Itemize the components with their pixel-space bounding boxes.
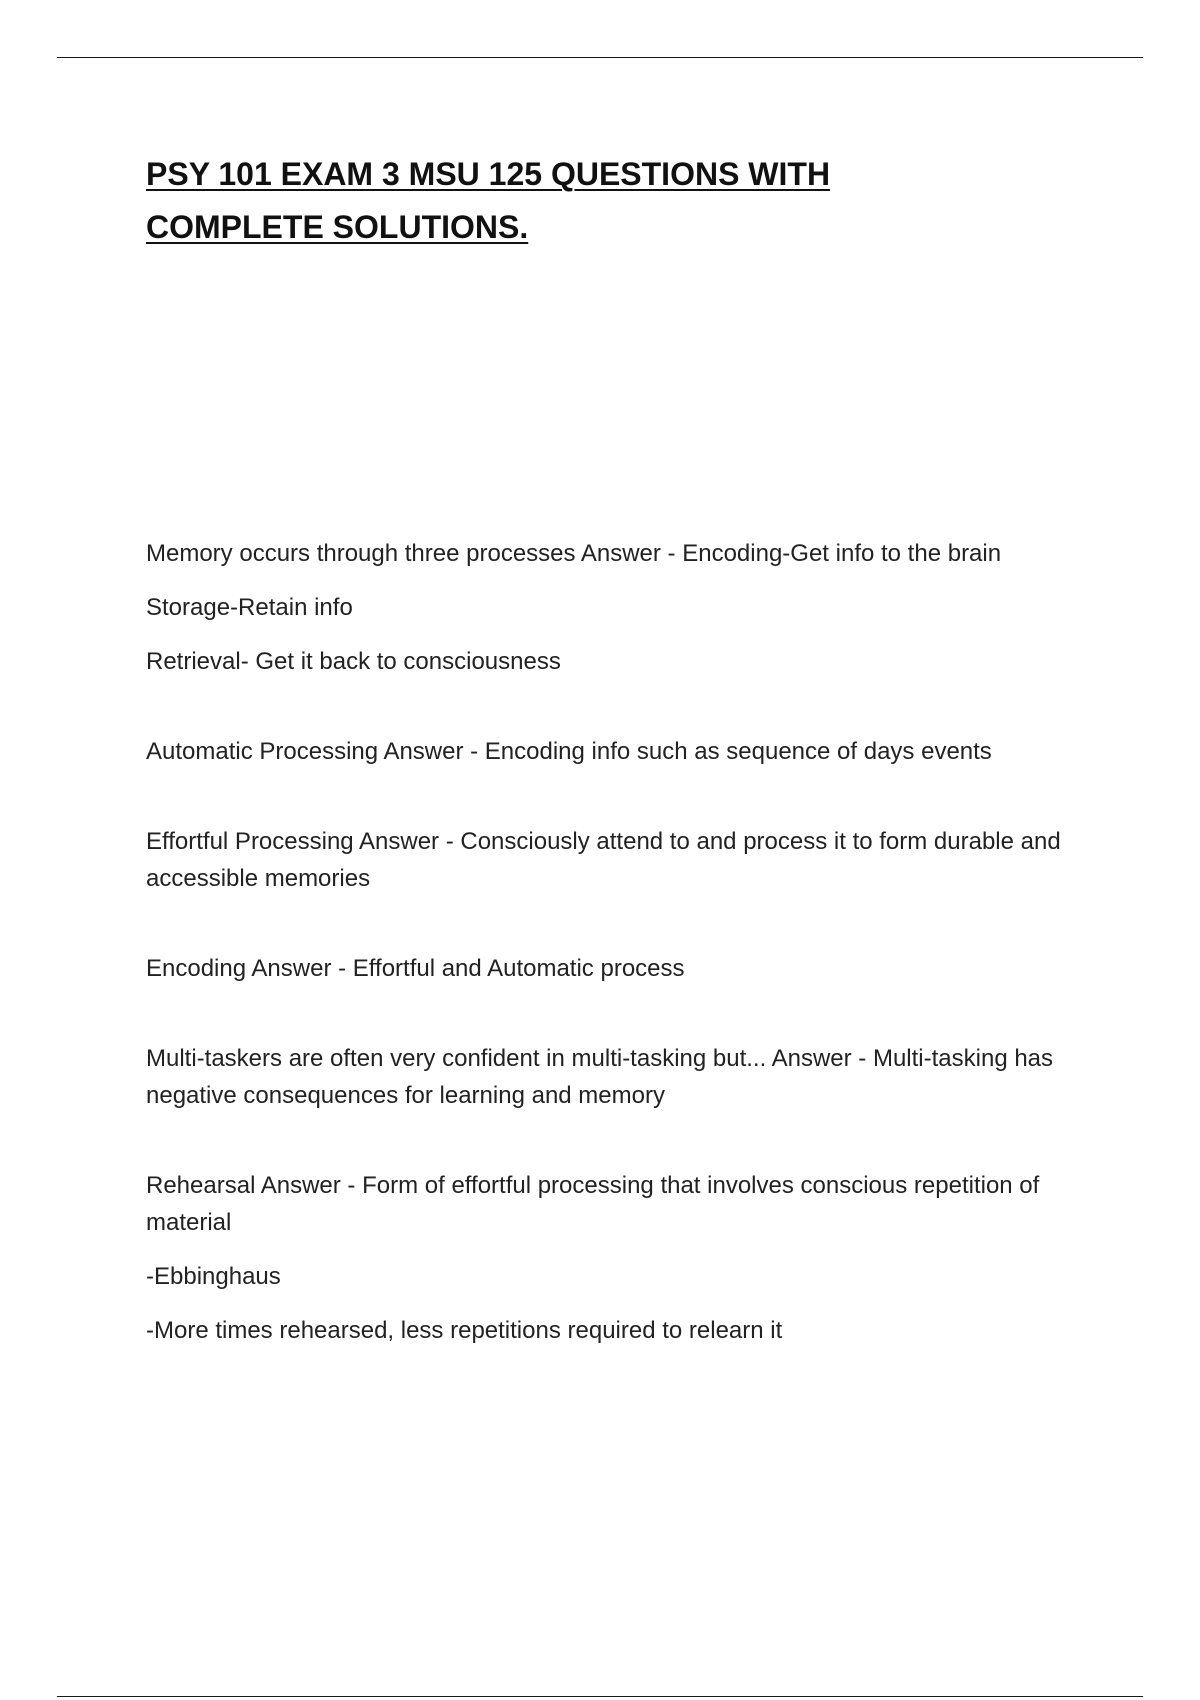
qa-entry-text: Memory occurs through three processes Answer - Encoding-Get info to the brain: [146, 540, 1002, 567]
qa-entry: [146, 823, 1066, 897]
entry-spacer: [146, 1131, 1066, 1167]
document-title-line-1: PSY 101 EXAM 3 MSU 125 QUESTIONS WITH: [146, 156, 831, 192]
qa-entry-text: Rehearsal Answer - Form of effortful processing that involves conscious repetition of material: [146, 1172, 1040, 1236]
page-footer-rule: [57, 1696, 1143, 1697]
qa-entry-text: Effortful Processing Answer - Consciously attend to and process it to form durable and accessible memories: [146, 828, 1061, 892]
document-title: [146, 148, 946, 254]
qa-entry: [146, 1040, 1066, 1114]
qa-entry-text: Storage-Retain info: [146, 594, 353, 621]
page-header-rule: [57, 57, 1143, 58]
qa-entry-text: Encoding Answer - Effortful and Automatic process: [146, 955, 685, 982]
qa-entry-text: Automatic Processing Answer - Encoding info such as sequence of days events: [146, 738, 992, 765]
entry-spacer: [146, 914, 1066, 950]
entry-spacer: [146, 787, 1066, 823]
qa-entry-text: Retrieval- Get it back to consciousness: [146, 648, 561, 675]
entry-spacer: [146, 697, 1066, 733]
qa-entry: [146, 535, 1066, 680]
qa-entry: [146, 950, 1066, 987]
qa-entry-text: -More times rehearsed, less repetitions required to relearn it: [146, 1317, 783, 1344]
qa-entry: [146, 1167, 1066, 1349]
qa-entry-text: Multi-taskers are often very confident in multi-tasking but... Answer - Multi-tasking has negative consequences for learning and memory: [146, 1045, 1054, 1109]
qa-entry-text: -Ebbinghaus: [146, 1263, 281, 1290]
qa-entries: [146, 535, 1066, 1366]
entry-spacer: [146, 1004, 1066, 1040]
document-title-line-2: COMPLETE SOLUTIONS.: [146, 209, 529, 245]
qa-entry: [146, 733, 1066, 770]
